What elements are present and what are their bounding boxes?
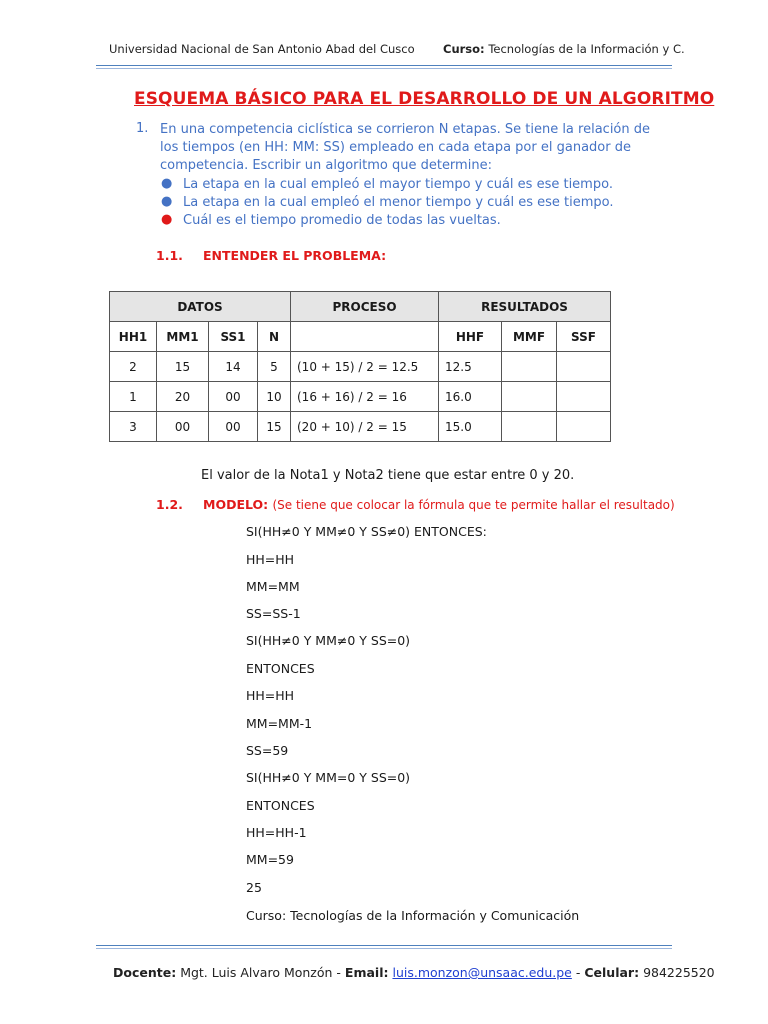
- col-header: HH1: [110, 322, 157, 352]
- bullet-marker: ●: [161, 176, 173, 191]
- footer-separator: -: [575, 965, 581, 980]
- footer-phone-label: Celular:: [584, 965, 640, 980]
- header-rule: [96, 65, 672, 66]
- table-cell: 00: [209, 412, 258, 442]
- group-header-datos: DATOS: [110, 292, 291, 322]
- bullet-marker: ●: [161, 212, 173, 227]
- footer-rule: [96, 945, 672, 946]
- model-line: HH=HH: [246, 552, 295, 567]
- table-cell: (20 + 10) / 2 = 15: [291, 412, 439, 442]
- model-line: MM=MM: [246, 579, 300, 594]
- model-line: 25: [246, 880, 262, 895]
- header-course: [443, 42, 685, 56]
- table-row: [110, 352, 611, 382]
- model-line: SS=59: [246, 743, 289, 758]
- footer-email-label: Email:: [344, 965, 389, 980]
- col-header: [291, 322, 439, 352]
- table-cell: 16.0: [439, 382, 502, 412]
- table-cell: [557, 352, 611, 382]
- header-course-label: Curso:: [443, 42, 485, 56]
- data-table: [109, 291, 611, 442]
- table-cell: 3: [110, 412, 157, 442]
- table-cell: 1: [110, 382, 157, 412]
- header-course-value: Tecnologías de la Información y C.: [488, 42, 685, 56]
- model-line: SI(HH≠0 Y MM≠0 Y SS=0): [246, 633, 411, 648]
- table-cell: 15: [258, 412, 291, 442]
- col-header: HHF: [439, 322, 502, 352]
- model-line: SI(HH≠0 Y MM≠0 Y SS≠0) ENTONCES:: [246, 524, 487, 539]
- model-line: MM=59: [246, 852, 294, 867]
- model-line: SI(HH≠0 Y MM=0 Y SS=0): [246, 770, 411, 785]
- table-cell: [502, 412, 557, 442]
- table-cell: 2: [110, 352, 157, 382]
- model-line: HH=HH: [246, 688, 295, 703]
- col-header: SSF: [557, 322, 611, 352]
- footer-docente-label: Docente:: [113, 965, 177, 980]
- table-cell: 14: [209, 352, 258, 382]
- model-line: SS=SS-1: [246, 606, 301, 621]
- bullet-item: La etapa en la cual empleó el menor tiempo y cuál es ese tiempo.: [183, 195, 614, 210]
- section-1-2-label: MODELO:: [203, 497, 269, 512]
- footer-email-link[interactable]: luis.monzon@unsaac.edu.pe: [392, 965, 572, 980]
- section-1-2-heading: [203, 497, 675, 512]
- table-cell: [502, 382, 557, 412]
- section-1-1-label: ENTENDER EL PROBLEMA:: [203, 248, 387, 263]
- table-cell: 5: [258, 352, 291, 382]
- col-header: N: [258, 322, 291, 352]
- section-1-1-number: 1.1.: [156, 248, 183, 263]
- table-cell: (16 + 16) / 2 = 16: [291, 382, 439, 412]
- table-cell: 12.5: [439, 352, 502, 382]
- range-note: El valor de la Nota1 y Nota2 tiene que estar entre 0 y 20.: [201, 468, 575, 483]
- table-cell: 15: [157, 352, 209, 382]
- col-header: MMF: [502, 322, 557, 352]
- problem-number: 1.: [136, 121, 149, 136]
- col-header: SS1: [209, 322, 258, 352]
- footer-docente-value: Mgt. Luis Alvaro Monzón -: [180, 965, 341, 980]
- table-cell: [557, 382, 611, 412]
- table-cell: 00: [157, 412, 209, 442]
- table-cell: 10: [258, 382, 291, 412]
- table-cell: [502, 352, 557, 382]
- section-1-2-number: 1.2.: [156, 497, 183, 512]
- group-header-proceso: PROCESO: [291, 292, 439, 322]
- table-row: [110, 382, 611, 412]
- header-university: Universidad Nacional de San Antonio Abad del Cusco: [109, 42, 415, 56]
- bullet-marker: ●: [161, 194, 173, 209]
- table-cell: (10 + 15) / 2 = 12.5: [291, 352, 439, 382]
- bullet-item: La etapa en la cual empleó el mayor tiempo y cuál es ese tiempo.: [183, 177, 613, 192]
- table-cell: 20: [157, 382, 209, 412]
- footer: [113, 965, 715, 980]
- model-line: Curso: Tecnologías de la Información y Comunicación: [246, 908, 580, 923]
- model-line: ENTONCES: [246, 661, 315, 676]
- model-line: MM=MM-1: [246, 716, 313, 731]
- problem-text: En una competencia ciclística se corrieron N etapas. Se tiene la relación de los tiempos (en HH: MM: SS) empleado en cada etapa por el ganador de competencia. Escribir un algoritmo que determine:: [160, 122, 651, 173]
- page-title: ESQUEMA BÁSICO PARA EL DESARROLLO DE UN ALGORITMO: [134, 89, 715, 109]
- model-line: HH=HH-1: [246, 825, 307, 840]
- col-header: MM1: [157, 322, 209, 352]
- section-1-2-note: (Se tiene que colocar la fórmula que te permite hallar el resultado): [272, 498, 675, 512]
- model-line: ENTONCES: [246, 798, 315, 813]
- table-cell: [557, 412, 611, 442]
- group-header-resultados: RESULTADOS: [439, 292, 611, 322]
- footer-rule-secondary: [96, 948, 672, 949]
- header-rule-secondary: [96, 68, 672, 69]
- table-cell: 15.0: [439, 412, 502, 442]
- table-row: [110, 412, 611, 442]
- footer-phone-value: 984225520: [643, 965, 715, 980]
- table-cell: 00: [209, 382, 258, 412]
- bullet-item: Cuál es el tiempo promedio de todas las vueltas.: [183, 213, 501, 228]
